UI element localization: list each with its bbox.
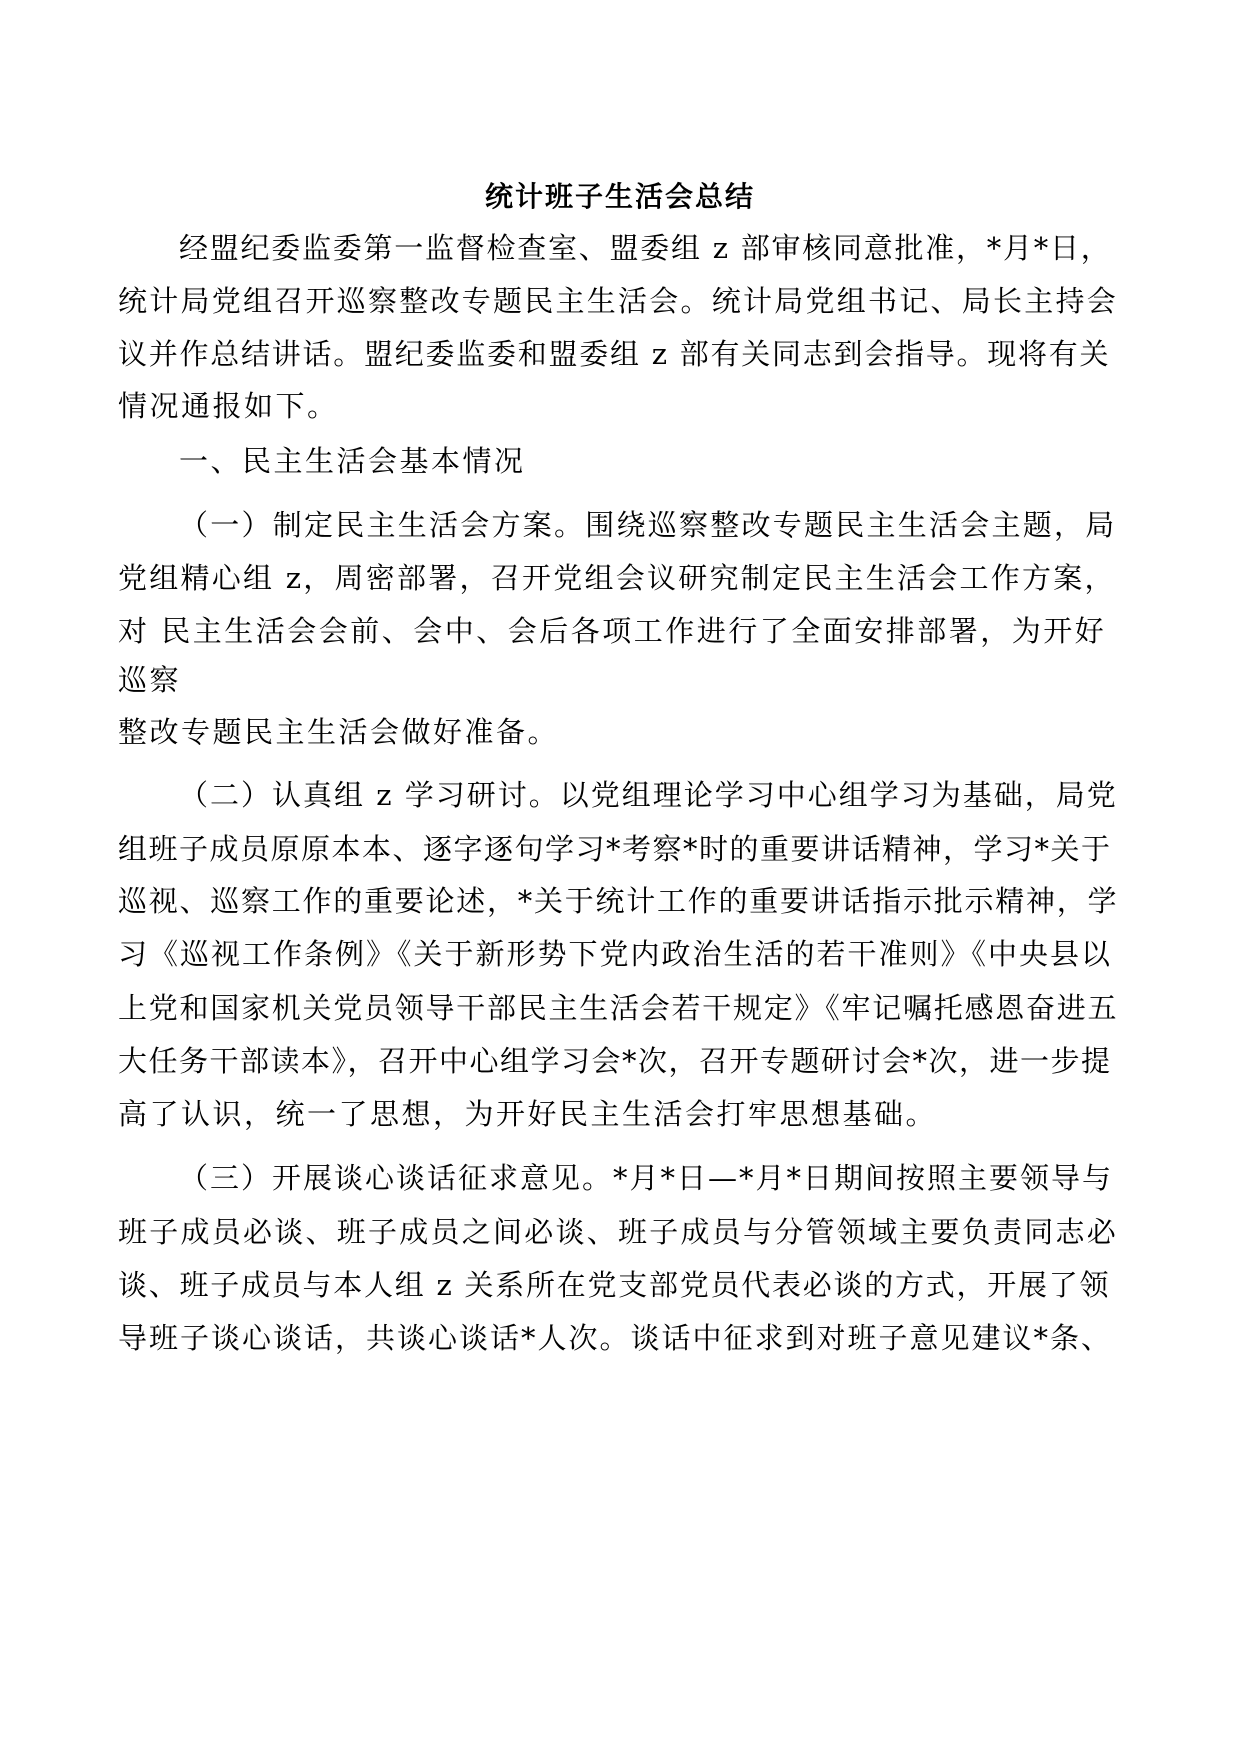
paragraph-line: 高了认识，统一了思想，为开好民主生活会打牢思想基础。	[118, 1097, 938, 1131]
paragraph-line: 情况通报如下。	[118, 389, 339, 423]
paragraph-line: 统计局党组召开巡察整改专题民主生活会。统计局党组书记、局长主持会	[118, 284, 1119, 318]
paragraph-line: 习《巡视工作条例》《关于新形势下党内政治生活的若干准则》《中央县以	[118, 937, 1113, 971]
paragraph-line: 大任务干部读本》，召开中心组学习会*次，召开专题研讨会*次，进一步提	[118, 1044, 1112, 1078]
paragraph-line: 巡察	[118, 663, 182, 697]
paragraph-line: （三）开展谈心谈话征求意见。*月*日—*月*日期间按照主要领导与	[179, 1161, 1114, 1195]
document-title: 统计班子生活会总结	[484, 180, 755, 213]
section-heading: 一、民主生活会基本情况	[179, 444, 526, 478]
paragraph-line: 班子成员必谈、班子成员之间必谈、班子成员与分管领域主要负责同志必	[118, 1215, 1119, 1249]
paragraph-line: 导班子谈心谈话，共谈心谈话*人次。谈话中征求到对班子意见建议*条、	[118, 1321, 1113, 1355]
paragraph-line: （二）认真组 z 学习研讨。以党组理论学习中心组学习为基础，局党	[179, 778, 1118, 812]
paragraph-line: 对 民主生活会会前、会中、会后各项工作进行了全面安排部署，为开好	[118, 614, 1107, 648]
paragraph-line: 巡视、巡察工作的重要论述，*关于统计工作的重要讲话指示批示精神，学	[118, 884, 1119, 918]
paragraph-line: 组班子成员原原本本、逐字逐句学习*考察*时的重要讲话精神，学习*关于	[118, 832, 1112, 866]
paragraph-line: （一）制定民主生活会方案。围绕巡察整改专题民主生活会主题，局	[179, 508, 1117, 542]
paragraph-line: 上党和国家机关党员领导干部民主生活会若干规定》《牢记嘱托感恩奋进五	[118, 991, 1119, 1025]
paragraph-line: 整改专题民主生活会做好准备。	[118, 715, 560, 749]
paragraph-line: 谈、班子成员与本人组 z 关系所在党支部党员代表必谈的方式，开展了领	[118, 1268, 1111, 1302]
paragraph-line: 议并作总结讲话。盟纪委监委和盟委组 z 部有关同志到会指导。现将有关	[118, 337, 1111, 371]
paragraph-line: 经盟纪委监委第一监督检查室、盟委组 z 部审核同意批准，*月*日，	[179, 231, 1112, 265]
paragraph-line: 党组精心组 z，周密部署，召开党组会议研究制定民主生活会工作方案，	[118, 561, 1116, 595]
